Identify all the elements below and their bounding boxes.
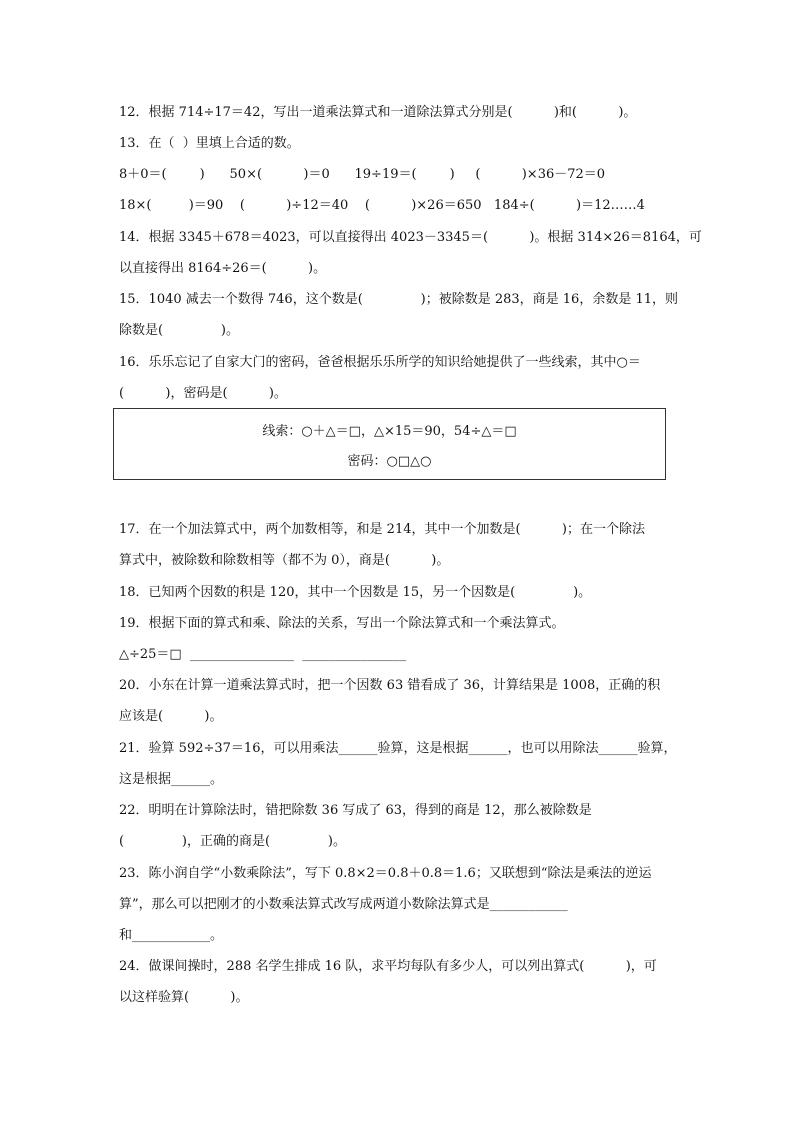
q15-line-1: 15．1040 减去一个数得 746，这个数是( )；被除数是 283，商是 16，余数是 11，则 [119,292,678,307]
q17-line-1: 17．在一个加法算式中，两个加数相等，和是 214，其中一个加数是( )；在一个除法 [119,522,645,537]
q16-line-2: ( )，密码是( )。 [119,386,287,401]
q21-line-1: 21．验算 592÷37＝16，可以用乘法______验算，这是根据______，也可以用除法______验算， [119,741,677,756]
q15-line-2: 除数是( )。 [119,323,239,338]
q22-line-2: ( )，正确的商是( )。 [119,834,346,849]
q18-text: 18．已知两个因数的积是 120，其中一个因数是 15，另一个因数是( )。 [119,585,592,600]
q23-line-1: 23．陈小润自学“小数乘除法”，写下 0.8×2＝0.8＋0.8＝1.6；又联想到“除法是乘法的逆运 [119,866,652,881]
q22-line-1: 22．明明在计算除法时，错把除数 36 写成了 63，得到的商是 12，那么被除数是 [119,803,592,818]
q16-line-1: 16．乐乐忘记了自家大门的密码，爸爸根据乐乐所学的知识给她提供了一些线索，其中○＝ [119,355,641,370]
q13-row-2: 18×( )＝90 ( )÷12＝40 ( )×26＝650 184÷( )＝12……4 [119,198,645,213]
q13-row-1: 8＋0＝( ) 50×( )＝0 19÷19＝( ) ( )×36－72＝0 [119,167,606,182]
clue-text: 线索：○＋△＝□，△×15＝90，54÷△＝□ [262,424,517,439]
password-text: 密码：○□△○ [347,454,432,469]
q23-line-3: 和____________。 [119,928,224,943]
q20-line-1: 20．小东在计算一道乘法算式时，把一个因数 63 错看成了 36，计算结果是 1008，正确的积 [119,678,661,693]
q12-text: 12．根据 714÷17＝42，写出一道乘法算式和一道除法算式分别是( )和( )。 [119,105,637,120]
q24-line-1: 24．做课间操时，288 名学生排成 16 队，求平均每队有多少人，可以列出算式( )，可 [119,959,657,974]
q23-line-2: 算”，那么可以把刚才的小数乘法算式改写成两道小数除法算式是____________ [119,897,568,912]
q19-line-2: △÷25＝□ ________________ ________________ [119,647,407,662]
q14-line-1: 14．根据 3345＋678＝4023，可以直接得出 4023－3345＝( )。根据 314×26＝8164，可 [119,230,702,245]
q13-title: 13．在（ ）里填上合适的数。 [119,136,300,151]
q20-line-2: 应该是( )。 [119,709,223,724]
q17-line-2: 算式中，被除数和除数相等（都不为 0），商是( )。 [119,553,450,568]
q14-line-2: 以直接得出 8164÷26＝( )。 [119,261,327,276]
clue-box [113,408,666,480]
q24-line-2: 以这样验算( )。 [119,990,249,1005]
q19-line-1: 19．根据下面的算式和乘、除法的关系，写出一个除法算式和一个乘法算式。 [119,616,565,631]
q21-line-2: 这是根据______。 [119,772,224,787]
